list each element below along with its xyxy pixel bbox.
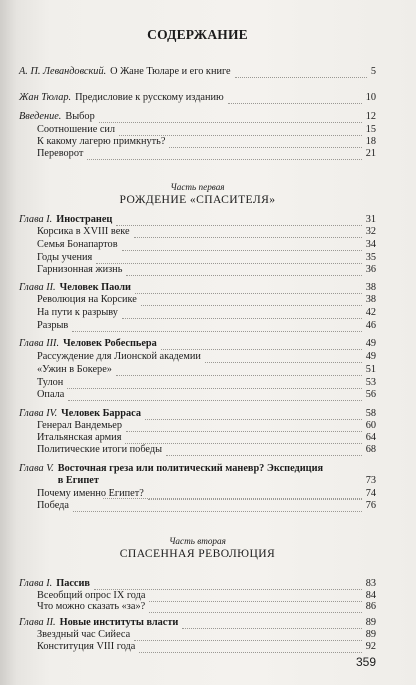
- toc-subentry: [19, 294, 376, 306]
- part-number: Часть вторая: [169, 536, 226, 546]
- leader-line: [149, 612, 362, 613]
- entry-title: О Жане Тюларе и его книге: [110, 66, 231, 77]
- chapter-title-continued: в Египет: [57, 475, 99, 486]
- chapter-label: Глава II.: [19, 617, 56, 628]
- chapter-title: Человек Барраса: [61, 408, 142, 419]
- subentry-title: Политические итоги победы: [37, 444, 163, 455]
- subentry-title: Всеобщий опрос IX года: [37, 590, 146, 601]
- page-ref: 92: [365, 641, 376, 652]
- subentry-title: Опала: [37, 389, 65, 400]
- page-number: 359: [355, 655, 376, 669]
- entry-title: Выбор: [65, 111, 95, 122]
- chapter-label: Глава III.: [19, 338, 60, 349]
- subentry-title: Почему именно Египет?: [37, 488, 144, 499]
- subentry-title: Тулон: [37, 377, 64, 388]
- leader-line: [116, 375, 362, 376]
- part-heading: [19, 182, 376, 206]
- toc-chapter: [19, 617, 376, 629]
- subentry-title: Соотношение сил: [37, 124, 116, 135]
- leader-line: [122, 318, 362, 319]
- page-ref: 49: [365, 338, 376, 349]
- toc-chapter: [19, 338, 376, 350]
- toc-subentry: [19, 307, 376, 319]
- page-ref: 64: [365, 432, 376, 443]
- toc-chapter: [19, 408, 376, 420]
- toc-subentry: [19, 226, 376, 238]
- page-ref: 51: [365, 364, 376, 375]
- page-ref: 38: [365, 294, 376, 305]
- entry-title: Предисловие к русскому изданию: [75, 92, 224, 103]
- toc-subentry: [19, 389, 376, 401]
- subentry-title: Революция на Корсике: [37, 294, 137, 305]
- subentry-title: Рассуждение для Лионской академии: [37, 351, 201, 362]
- page-ref: 42: [365, 307, 376, 318]
- page-ref: 46: [365, 320, 376, 331]
- chapter-label: Глава V.: [19, 463, 54, 474]
- toc-subentry: [19, 444, 376, 456]
- page-ref: 73: [365, 475, 376, 486]
- subentry-title: Генерал Вандемьер: [37, 420, 123, 431]
- leader-line: [87, 159, 361, 160]
- chapter-label: Глава I.: [19, 578, 53, 589]
- subentry-title: К какому лагерю примкнуть?: [37, 136, 166, 147]
- page-title: СОДЕРЖАНИЕ: [147, 27, 248, 42]
- toc-subentry: [19, 488, 376, 500]
- leader-line: [166, 455, 362, 456]
- toc-subentry: [19, 239, 376, 251]
- leader-line: [126, 275, 361, 276]
- chapter-title: Пассив: [56, 578, 90, 589]
- page-ref: 74: [365, 488, 376, 499]
- leader-line: [141, 305, 362, 306]
- page-ref: 83: [365, 578, 376, 589]
- subentry-title: Разрыв: [37, 320, 69, 331]
- chapter-title: Новые институты власти: [59, 617, 179, 628]
- toc-subentry: [19, 377, 376, 389]
- page-ref: 89: [365, 629, 376, 640]
- subentry-title: Корсика в XVIII веке: [37, 226, 130, 237]
- page-ref: 53: [365, 377, 376, 388]
- page-ref: 84: [365, 590, 376, 601]
- toc-entry: [19, 66, 376, 78]
- leader-line: [99, 122, 362, 123]
- subentry-title: Конституция VIII года: [37, 641, 136, 652]
- leader-line: [205, 362, 362, 363]
- chapter-label: Глава II.: [19, 282, 56, 293]
- toc-subentry: [19, 420, 376, 432]
- toc-subentry: [19, 432, 376, 444]
- page-ref: 60: [365, 420, 376, 431]
- toc-subentry: [19, 500, 376, 512]
- toc-subentry: [19, 136, 376, 148]
- page-ref: 49: [365, 351, 376, 362]
- page-ref: 76: [365, 500, 376, 511]
- page-ref: 5: [370, 66, 376, 77]
- part-heading: [19, 536, 376, 560]
- toc-subentry: [19, 629, 376, 641]
- page-ref: 21: [365, 148, 376, 159]
- part-number: Часть первая: [170, 182, 225, 192]
- page-ref: 56: [365, 389, 376, 400]
- entry-author: Жан Тюлар.: [19, 92, 72, 103]
- chapter-title: Человек Робеспьера: [63, 338, 157, 349]
- leader-line: [161, 349, 362, 350]
- page-ref: 15: [365, 124, 376, 135]
- part-title: СПАСЕННАЯ РЕВОЛЮЦИЯ: [119, 547, 276, 560]
- toc-subentry: [19, 601, 376, 613]
- subentry-title: Переворот: [37, 148, 84, 159]
- leader-line: [134, 237, 362, 238]
- subentry-title: Годы учения: [37, 252, 93, 263]
- entry-author: А. П. Левандовский.: [19, 66, 107, 77]
- chapter-label: Глава IV.: [19, 408, 58, 419]
- page-ref: 58: [365, 408, 376, 419]
- page-ref: 10: [365, 92, 376, 103]
- subentry-title: Семья Бонапартов: [37, 239, 118, 250]
- chapter-label: Глава I.: [19, 214, 53, 225]
- page-ref: 38: [365, 282, 376, 293]
- toc-chapter: [19, 463, 376, 487]
- subentry-title: «Ужин в Бокере»: [37, 364, 112, 375]
- page-ref: 32: [365, 226, 376, 237]
- leader-line: [72, 331, 361, 332]
- leader-line: [122, 250, 362, 251]
- subentry-title: Победа: [37, 500, 69, 511]
- subentry-title: Что можно сказать «за»?: [37, 601, 146, 612]
- toc-subentry: [19, 148, 376, 160]
- toc-entry: [19, 111, 376, 123]
- subentry-title: На пути к разрыву: [37, 307, 118, 318]
- page-ref: 89: [365, 617, 376, 628]
- subentry-title: Гарнизонная жизнь: [37, 264, 123, 275]
- page-ref: 12: [365, 111, 376, 122]
- toc-chapter: [19, 282, 376, 294]
- toc-subentry: [19, 320, 376, 332]
- toc-chapter: [19, 578, 376, 590]
- page-ref: 35: [365, 252, 376, 263]
- chapter-title: Иностранец: [56, 214, 113, 225]
- toc-chapter: [19, 214, 376, 226]
- page-ref: 31: [365, 214, 376, 225]
- part-title: РОЖДЕНИЕ «СПАСИТЕЛЯ»: [119, 193, 276, 206]
- entry-author: Введение.: [19, 111, 62, 122]
- leader-line: [139, 652, 361, 653]
- subentry-title: Звездный час Сийеса: [37, 629, 131, 640]
- leader-line: [228, 103, 362, 104]
- chapter-title: Восточная греза или политический маневр? Экспедиция: [57, 463, 324, 474]
- page-ref: 36: [365, 264, 376, 275]
- page-ref: 34: [365, 239, 376, 250]
- page-ref: 18: [365, 136, 376, 147]
- page-ref: 68: [365, 444, 376, 455]
- toc-entry: [19, 92, 376, 104]
- leader-line: [68, 400, 361, 401]
- leader-line: [73, 511, 362, 512]
- subentry-title: Итальянская армия: [37, 432, 122, 443]
- chapter-title: Человек Паоли: [59, 282, 131, 293]
- toc-subentry: [19, 641, 376, 653]
- toc-subentry: [19, 252, 376, 264]
- toc-subentry: [19, 124, 376, 136]
- toc-subentry: [19, 264, 376, 276]
- leader-line: [235, 77, 367, 78]
- toc-subentry: [19, 351, 376, 363]
- page-ref: 86: [365, 601, 376, 612]
- toc-subentry: [19, 364, 376, 376]
